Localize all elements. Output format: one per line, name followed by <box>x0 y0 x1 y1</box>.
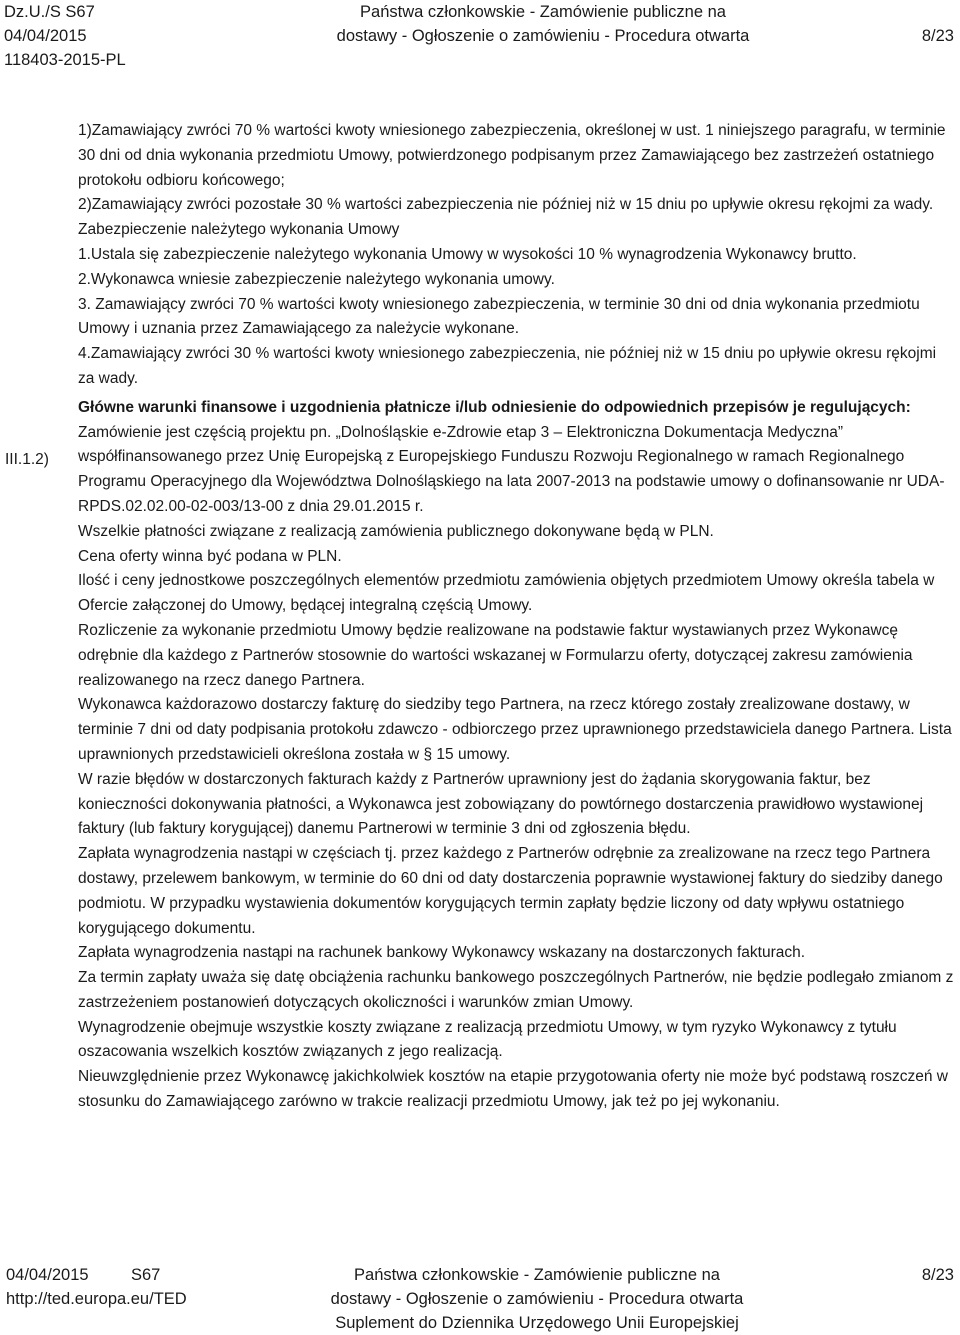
footer-page-number: 8/23 <box>921 1266 954 1284</box>
footer-series: S67 <box>131 1266 161 1284</box>
notice-number: 118403-2015-PL <box>4 51 126 69</box>
footer-center <box>322 1263 752 1335</box>
paragraph: Wykonawca każdorazowo dostarczy fakturę do siedziby tego Partnera, na rzecz którego zostały zrealizowane dostawy, w terminie 7 dni od daty podpisania protokołu zdawczo - odbiorczego przez uprawnionego przedstawiciela danego Partnera. Lista uprawnionych przedstawicieli określona została w § 15 umowy. <box>78 696 952 763</box>
header-title-line: dostawy - Ogłoszenie o zamówieniu - Procedura otwarta <box>336 27 750 45</box>
section-heading: Główne warunki finansowe i uzgodnienia płatnicze i/lub odniesienie do odpowiednich przepisów je regulujących: <box>78 398 911 416</box>
header-left <box>4 0 126 72</box>
page-number: 8/23 <box>921 27 954 45</box>
paragraph: 1)Zamawiający zwróci 70 % wartości kwoty wniesionego zabezpieczenia, określonej w ust. 1 niniejszego paragrafu, w terminie 30 dni od dnia wykonania przedmiotu Umowy, potwierdzonego podpisanym przez Zamawiającego bez zastrzeżeń ostatniego protokołu odbioru końcowego; <box>78 122 946 189</box>
paragraph: 1.Ustala się zabezpieczenie należytego wykonania Umowy w wysokości 10 % wynagrodzenia Wykonawcy brutto. <box>78 245 857 263</box>
paragraph: Zapłata wynagrodzenia nastąpi na rachunek bankowy Wykonawcy wskazany na dostarczonych fakturach. <box>78 944 806 962</box>
footer-title-line: Państwa członkowskie - Zamówienie publiczne na <box>354 1266 720 1284</box>
section-number: III.1.2) <box>5 451 49 468</box>
paragraph: Rozliczenie za wykonanie przedmiotu Umowy będzie realizowane na podstawie faktur wystawianych przez Wykonawcę odrębnie dla każdego z Partnerów stosownie do wartości wskazanej w Formularzu oferty, dotyczącej zakresu zamówienia realizowanego na rzecz danego Partnera. <box>78 621 913 689</box>
paragraph: W razie błędów w dostarczonych fakturach każdy z Partnerów uprawniony jest do żądania skorygowania faktur, bez konieczności dokonywania płatności, a Wykonawca jest zobowiązany do powtórnego dostarczenia prawidłowo wystawionej faktury (lub faktury korygującej) danemu Partnerowi w terminie 3 dni od zgłoszenia błędu. <box>78 770 924 838</box>
footer-right <box>922 1263 954 1287</box>
header-title-line: Państwa członkowskie - Zamówienie publiczne na <box>360 3 726 21</box>
journal-reference: Dz.U./S S67 <box>4 3 95 21</box>
subheading: Zabezpieczenie należytego wykonania Umowy <box>78 221 400 239</box>
footer-title-line: dostawy - Ogłoszenie o zamówieniu - Procedura otwarta <box>330 1290 744 1308</box>
paragraph: 2.Wykonawca wniesie zabezpieczenie należytego wykonania umowy. <box>78 270 555 288</box>
paragraph: Ilość i ceny jednostkowe poszczególnych elementów przedmiotu zamówienia objętych przedmiotem Umowy określa tabela w Ofercie załączonej do Umowy, będącej integralną częścią Umowy. <box>78 572 935 615</box>
footer-date: 04/04/2015 <box>6 1266 89 1284</box>
paragraph: Wynagrodzenie obejmuje wszystkie koszty związane z realizacją przedmiotu Umowy, w tym ryzyko Wykonawcy z tytułu oszacowania wszelkich kosztów związanych z jego realizacją. <box>78 1018 897 1061</box>
header-center <box>333 0 753 48</box>
paragraph: Wszelkie płatności związane z realizacją zamówienia publicznego dokonywane będą w PLN. <box>78 522 714 540</box>
paragraph: 4.Zamawiający zwróci 30 % wartości kwoty wniesionego zabezpieczenia, nie później niż w 15 dniu po upływie okresu rękojmi za wady. <box>78 345 937 387</box>
paragraph: 3. Zamawiający zwróci 70 % wartości kwoty wniesionego zabezpieczenia, w terminie 30 dni od dnia wykonania przedmiotu Umowy i uznania przez Zamawiającego za należycie wykonane. <box>78 295 920 338</box>
header-date: 04/04/2015 <box>4 27 87 45</box>
paragraph: Nieuwzględnienie przez Wykonawcę jakichkolwiek kosztów na etapie przygotowania oferty nie może być podstawą roszczeń w stosunku do Zamawiającego zarówno w trakcie realizacji przedmiotu Umowy, jak też po jej wykonaniu. <box>78 1068 949 1111</box>
document-body <box>78 119 954 1115</box>
paragraph: Za termin zapłaty uważa się datę obciążenia rachunku bankowego poszczególnych Partnerów, nie będzie podlegało zmianom z zastrzeżeniem postanowień dotyczących okoliczności i warunków zmian Umowy. <box>78 969 954 1011</box>
paragraph: Zamówienie jest częścią projektu pn. „Dolnośląskie e-Zdrowie etap 3 – Elektroniczna Dokumentacja Medyczna” współfinansowanego przez Unię Europejską z Europejskiego Funduszu Rozwoju Regionalnego w ramach Regionalnego Programu Operacyjnego dla Województwa Dolnośląskiego na lata 2007-2013 na podstawie umowy o dofinansowanie nr UDA-RPDS.02.02.00-02-003/13-00 z dnia 29.01.2015 r. <box>78 423 945 515</box>
footer-supplement: Suplement do Dziennika Urzędowego Unii Europejskiej <box>335 1314 739 1332</box>
paragraph: 2)Zamawiający zwróci pozostałe 30 % wartości zabezpieczenia nie później niż w 15 dniu po upływie okresu rękojmi za wady. <box>78 196 934 214</box>
header-right <box>922 0 954 48</box>
paragraph: Cena oferty winna być podana w PLN. <box>78 547 342 565</box>
footer-url[interactable]: http://ted.europa.eu/TED <box>6 1290 187 1308</box>
paragraph: Zapłata wynagrodzenia nastąpi w częściach tj. przez każdego z Partnerów odrębnie za zrealizowane na rzecz tego Partnera dostawy, przelewem bankowym, w terminie do 60 dni od daty dostarczenia poprawnie wystawionej faktury do siedziby danego podmiotu. W przypadku wystawienia dokumentów korygujących termin zapłaty będzie liczony od daty wpływu ostatniego korygującego dokumentu. <box>78 845 943 937</box>
